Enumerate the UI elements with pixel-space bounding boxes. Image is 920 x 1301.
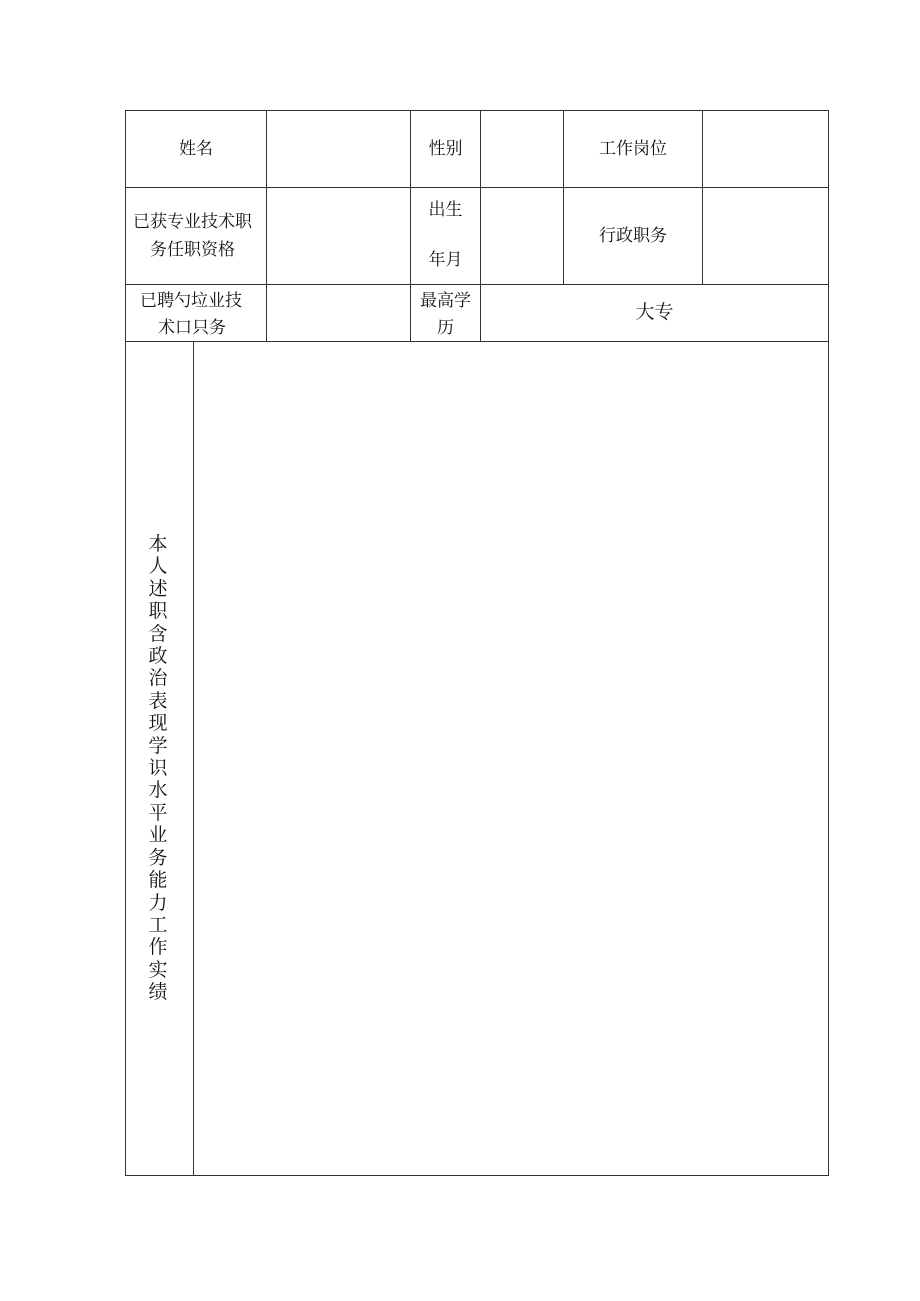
- gender-label: 性别: [428, 139, 463, 159]
- name-label: 姓名: [179, 139, 213, 159]
- job-label: 工作岗位: [599, 139, 667, 159]
- qualification-label-cell: [125, 187, 267, 285]
- birth-label-line2: 年月: [428, 250, 463, 270]
- job-value-cell[interactable]: [702, 110, 829, 188]
- birth-value-cell[interactable]: [480, 187, 564, 285]
- education-label-line1: 最高学: [420, 291, 471, 311]
- hired-label-line1: 已聘勺垃业技: [140, 291, 242, 311]
- hired-value-cell[interactable]: [266, 284, 411, 342]
- education-label-line2: 历: [437, 318, 454, 338]
- hired-label-line2: 术口只务: [158, 318, 226, 338]
- gender-value-cell[interactable]: [480, 110, 564, 188]
- qualification-label-line1: 已获专业技术职: [133, 212, 252, 232]
- education-value: 大专: [635, 301, 674, 323]
- qualification-value-cell[interactable]: [266, 187, 411, 285]
- report-value-cell[interactable]: [193, 341, 829, 1176]
- qualification-label-line2: 务任职资格: [150, 240, 235, 260]
- admin-label: 行政职务: [599, 226, 667, 246]
- name-value-cell[interactable]: [266, 110, 411, 188]
- birth-label-line1: 出生: [428, 200, 463, 220]
- report-label: 本人述职含政治表现学识水平业务能力工作实绩: [148, 533, 168, 1004]
- admin-value-cell[interactable]: [702, 187, 829, 285]
